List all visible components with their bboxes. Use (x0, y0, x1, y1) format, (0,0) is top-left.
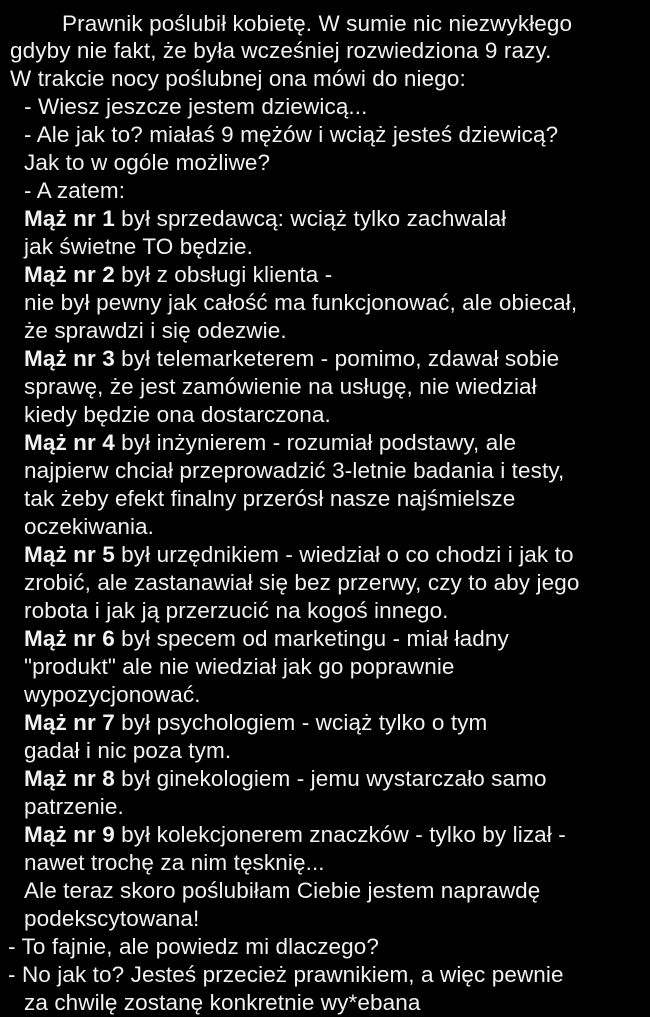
husband-7-line-1 (24, 709, 487, 736)
husband-1-text-2: jak świetne TO będzie. (24, 234, 253, 259)
wife-line-3b: podekscytowana! (24, 906, 200, 931)
wife-line-3a: Ale teraz skoro poślubiłam Ciebie jestem naprawdę (24, 878, 541, 903)
husband-1-label: Mąż nr 1 (24, 206, 115, 231)
husband-9-text-1: był kolekcjonerem znaczków - tylko by lizał - (114, 822, 566, 847)
husband-3-text-2: sprawę, że jest zamówienie na usługę, nie wiedział (24, 374, 537, 399)
wife-line-1: - Wiesz jeszcze jestem dziewicą... (24, 94, 368, 119)
husband-7-text-2: gadał i nic poza tym. (24, 738, 232, 763)
husband-6-text-2: "produkt" ale nie wiedział jak go poprawnie (24, 654, 455, 679)
husband-6-text-1: był specem od marketingu - miał ładny (114, 626, 509, 651)
husband-2-text-3: że sprawdzi i się odezwie. (24, 318, 287, 343)
husband-8-line-1 (24, 765, 547, 792)
husband-8-label: Mąż nr 8 (24, 766, 115, 791)
husband-4-text-4: oczekiwania. (24, 514, 155, 539)
wife-line-2: - A zatem: (24, 178, 126, 203)
husband-2-line-1 (24, 261, 332, 288)
husband-1-line-1 (24, 205, 506, 232)
lawyer-line-1a: - Ale jak to? miałaś 9 mężów i wciąż jesteś dziewicą? (24, 122, 559, 147)
husband-5-label: Mąż nr 5 (24, 542, 115, 567)
intro-line-3: W trakcie nocy poślubnej ona mówi do niego: (10, 66, 466, 91)
husband-5-text-1: był urzędnikiem - wiedział o co chodzi i jak to (114, 542, 574, 567)
husband-9-text-2: nawet trochę za nim tęsknię... (24, 850, 325, 875)
wife-line-4b: za chwilę zostanę konkretnie wy*ebana (24, 990, 421, 1015)
husband-6-text-3: wypozycjonować. (24, 682, 201, 707)
husband-4-label: Mąż nr 4 (24, 430, 115, 455)
husband-4-text-3: tak żeby efekt finalny przerósł nasze najśmielsze (24, 486, 516, 511)
wife-line-4a: - No jak to? Jesteś przecież prawnikiem, a więc pewnie (8, 962, 564, 987)
husband-2-text-1: był z obsługi klienta - (114, 262, 333, 287)
husband-8-text-1: był ginekologiem - jemu wystarczało samo (114, 766, 547, 791)
husband-7-text-1: był psychologiem - wciąż tylko o tym (114, 710, 488, 735)
husband-8-text-2: patrzenie. (24, 794, 124, 819)
husband-6-line-1 (24, 625, 509, 652)
lawyer-line-1b: Jak to w ogóle możliwe? (24, 150, 271, 175)
husband-3-label: Mąż nr 3 (24, 346, 115, 371)
husband-7-label: Mąż nr 7 (24, 710, 115, 735)
husband-5-text-2: zrobić, ale zastanawiał się bez przerwy, czy to aby jego (24, 570, 580, 595)
husband-3-text-1: był telemarketerem - pomimo, zdawał sobie (114, 346, 560, 371)
husband-9-label: Mąż nr 9 (24, 822, 115, 847)
husband-3-line-1 (24, 345, 559, 372)
husband-9-line-1 (24, 821, 566, 848)
husband-3-text-3: kiedy będzie ona dostarczona. (24, 402, 331, 427)
husband-4-text-2: najpierw chciał przeprowadzić 3-letnie badania i testy, (24, 458, 565, 483)
husband-1-text-1: był sprzedawcą: wciąż tylko zachwalał (114, 206, 507, 231)
lawyer-line-2: - To fajnie, ale powiedz mi dlaczego? (8, 934, 379, 959)
husband-2-text-2: nie był pewny jak całość ma funkcjonować, ale obiecał, (24, 290, 578, 315)
husband-4-line-1 (24, 429, 516, 456)
husband-2-label: Mąż nr 2 (24, 262, 115, 287)
husband-4-text-1: był inżynierem - rozumiał podstawy, ale (114, 430, 517, 455)
intro-line-2: gdyby nie fakt, że była wcześniej rozwiedziona 9 razy. (10, 38, 552, 63)
husband-6-label: Mąż nr 6 (24, 626, 115, 651)
husband-5-text-3: robota i jak ją przerzucić na kogoś innego. (24, 598, 449, 623)
intro-line-1: Prawnik poślubił kobietę. W sumie nic niezwykłego (62, 11, 573, 36)
husband-5-line-1 (24, 541, 574, 568)
